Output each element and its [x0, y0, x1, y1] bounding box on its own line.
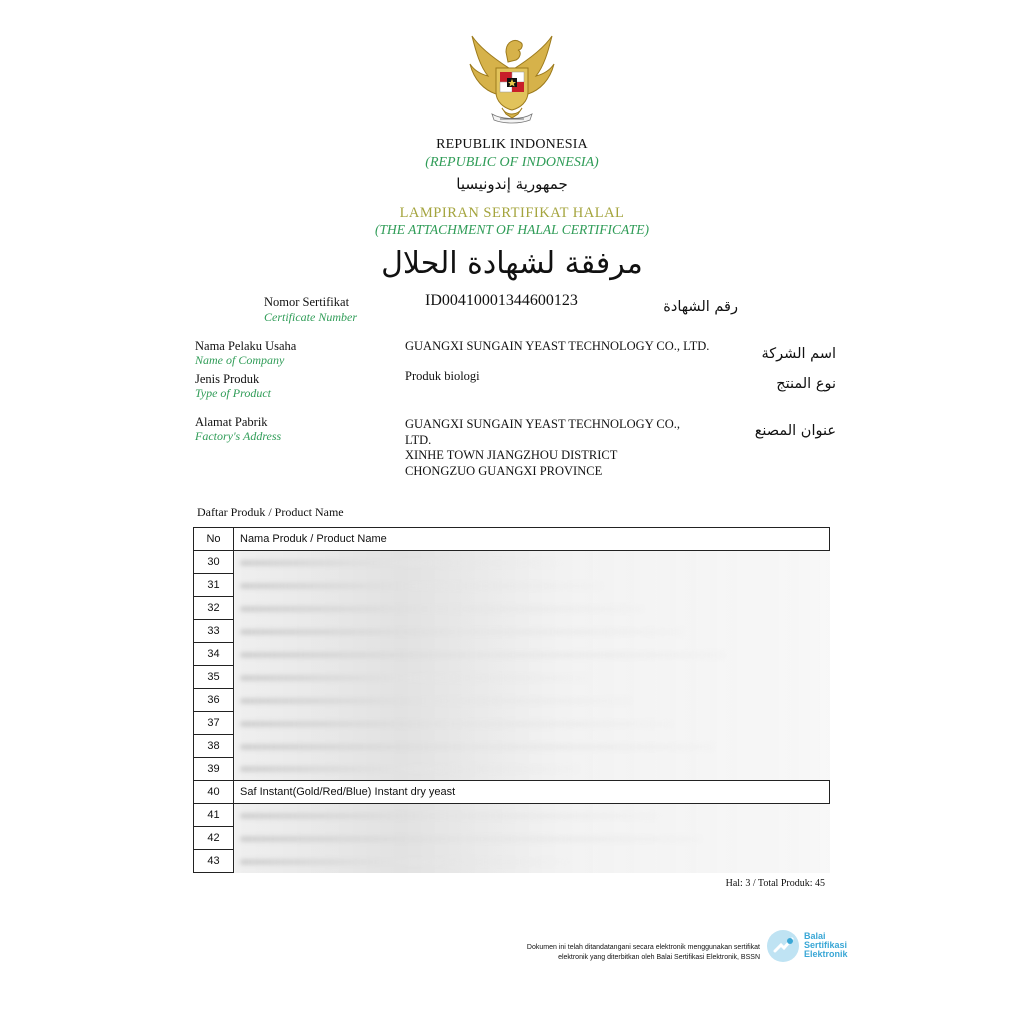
factory-address-line: GUANGXI SUNGAIN YEAST TECHNOLOGY CO., — [405, 417, 680, 431]
row-number: 30 — [194, 551, 234, 574]
redacted-text — [240, 721, 672, 727]
factory-address-line: XINHE TOWN JIANGZHOU DISTRICT — [405, 448, 618, 462]
row-number: 42 — [194, 827, 234, 850]
certificate-number-label: Nomor Sertifikat — [264, 295, 350, 309]
product-type-label-ar: نوع المنتج — [776, 376, 836, 392]
product-list-caption: Daftar Produk / Product Name — [197, 505, 344, 519]
table-row — [194, 850, 830, 873]
row-number: 36 — [194, 689, 234, 712]
factory-address-line: LTD. — [405, 432, 432, 447]
row-number: 43 — [194, 850, 234, 873]
company-label: Nama Pelaku Usaha — [195, 339, 297, 353]
bsre-logo-text-line: Sertifikasi — [804, 940, 848, 950]
product-name — [234, 643, 830, 666]
certificate-number-label-en: Certificate Number — [264, 310, 357, 324]
e-signature-note-line: elektronik yang diterbitkan oleh Balai Sertifikasi Elektronik, BSSN — [558, 954, 760, 961]
document-title-ar: مرفقة لشهادة الحلال — [381, 246, 643, 281]
product-name — [234, 758, 830, 781]
factory-address — [405, 417, 715, 479]
company-label-en: Name of Company — [195, 353, 285, 367]
table-row — [194, 712, 830, 735]
product-name — [234, 574, 830, 597]
document-title-en: (THE ATTACHMENT OF HALAL CERTIFICATE) — [374, 222, 650, 237]
garuda-emblem-icon — [466, 30, 558, 126]
redacted-text — [240, 652, 724, 658]
product-name — [234, 597, 830, 620]
row-number: 37 — [194, 712, 234, 735]
table-row — [194, 735, 830, 758]
product-name — [234, 712, 830, 735]
certificate-number-label-ar: رقم الشهادة — [663, 299, 738, 315]
e-signature-note — [430, 943, 760, 963]
table-header-row — [194, 528, 830, 551]
table-row — [194, 574, 830, 597]
redacted-text — [240, 629, 683, 635]
factory-address-label-ar: عنوان المصنع — [754, 423, 836, 439]
product-type-label-en: Type of Product — [195, 386, 271, 400]
row-number: 38 — [194, 735, 234, 758]
page-info: Hal: 3 / Total Produk: 45 — [725, 878, 825, 889]
product-name — [234, 735, 830, 758]
row-number: 35 — [194, 666, 234, 689]
column-header-product-name: Nama Produk / Product Name — [234, 528, 830, 551]
bsre-logo-text-line: Balai — [804, 931, 826, 941]
redacted-text — [240, 583, 602, 589]
row-number: 34 — [194, 643, 234, 666]
bsre-logo-text-line: Elektronik — [804, 949, 848, 959]
product-name: Saf Instant(Gold/Red/Blue) Instant dry yeast — [234, 781, 830, 804]
table-row — [194, 758, 830, 781]
redacted-text — [240, 859, 567, 865]
redacted-text — [240, 836, 701, 842]
e-signature-note-line: Dokumen ini telah ditandatangani secara elektronik menggunakan sertifikat — [526, 944, 760, 951]
bsre-logo-text — [804, 932, 848, 959]
redacted-text — [240, 698, 631, 704]
table-row — [194, 551, 830, 574]
certificate-number: ID00410001344600123 — [425, 292, 578, 309]
document-title: LAMPIRAN SERTIFIKAT HALAL — [399, 205, 625, 221]
redacted-text — [240, 813, 660, 819]
product-type-label: Jenis Produk — [195, 372, 260, 386]
table-row — [194, 827, 830, 850]
product-name — [234, 689, 830, 712]
redacted-text — [240, 560, 561, 566]
bsre-logo-icon — [766, 929, 800, 963]
country-title: REPUBLIK INDONESIA — [436, 137, 588, 152]
table-row — [194, 666, 830, 689]
company-label-ar: اسم الشركة — [761, 346, 836, 362]
row-number: 40 — [194, 781, 234, 804]
product-type-value: Produk biologi — [405, 369, 480, 383]
product-name — [234, 827, 830, 850]
redacted-text — [240, 766, 578, 772]
company-name: GUANGXI SUNGAIN YEAST TECHNOLOGY CO., LTD. — [405, 339, 710, 353]
redacted-text — [240, 606, 643, 612]
factory-address-label: Alamat Pabrik — [195, 415, 268, 429]
row-number: 31 — [194, 574, 234, 597]
table-row — [194, 804, 830, 827]
row-number: 32 — [194, 597, 234, 620]
table-row — [194, 597, 830, 620]
table-row — [194, 781, 830, 804]
product-name — [234, 551, 830, 574]
table-row — [194, 643, 830, 666]
product-name — [234, 850, 830, 873]
table-row — [194, 620, 830, 643]
column-header-no: No — [194, 528, 234, 551]
redacted-text — [240, 744, 713, 750]
product-name — [234, 620, 830, 643]
country-title-en: (REPUBLIC OF INDONESIA) — [425, 155, 599, 170]
table-row — [194, 689, 830, 712]
product-table — [193, 527, 830, 873]
table-body — [194, 551, 830, 873]
country-title-ar: جمهورية إندونيسيا — [456, 175, 568, 193]
product-name — [234, 804, 830, 827]
factory-address-line: CHONGZUO GUANGXI PROVINCE — [405, 463, 603, 478]
row-number: 41 — [194, 804, 234, 827]
row-number: 33 — [194, 620, 234, 643]
product-name — [234, 666, 830, 689]
redacted-text — [240, 675, 590, 681]
factory-address-label-en: Factory's Address — [195, 429, 282, 443]
row-number: 39 — [194, 758, 234, 781]
